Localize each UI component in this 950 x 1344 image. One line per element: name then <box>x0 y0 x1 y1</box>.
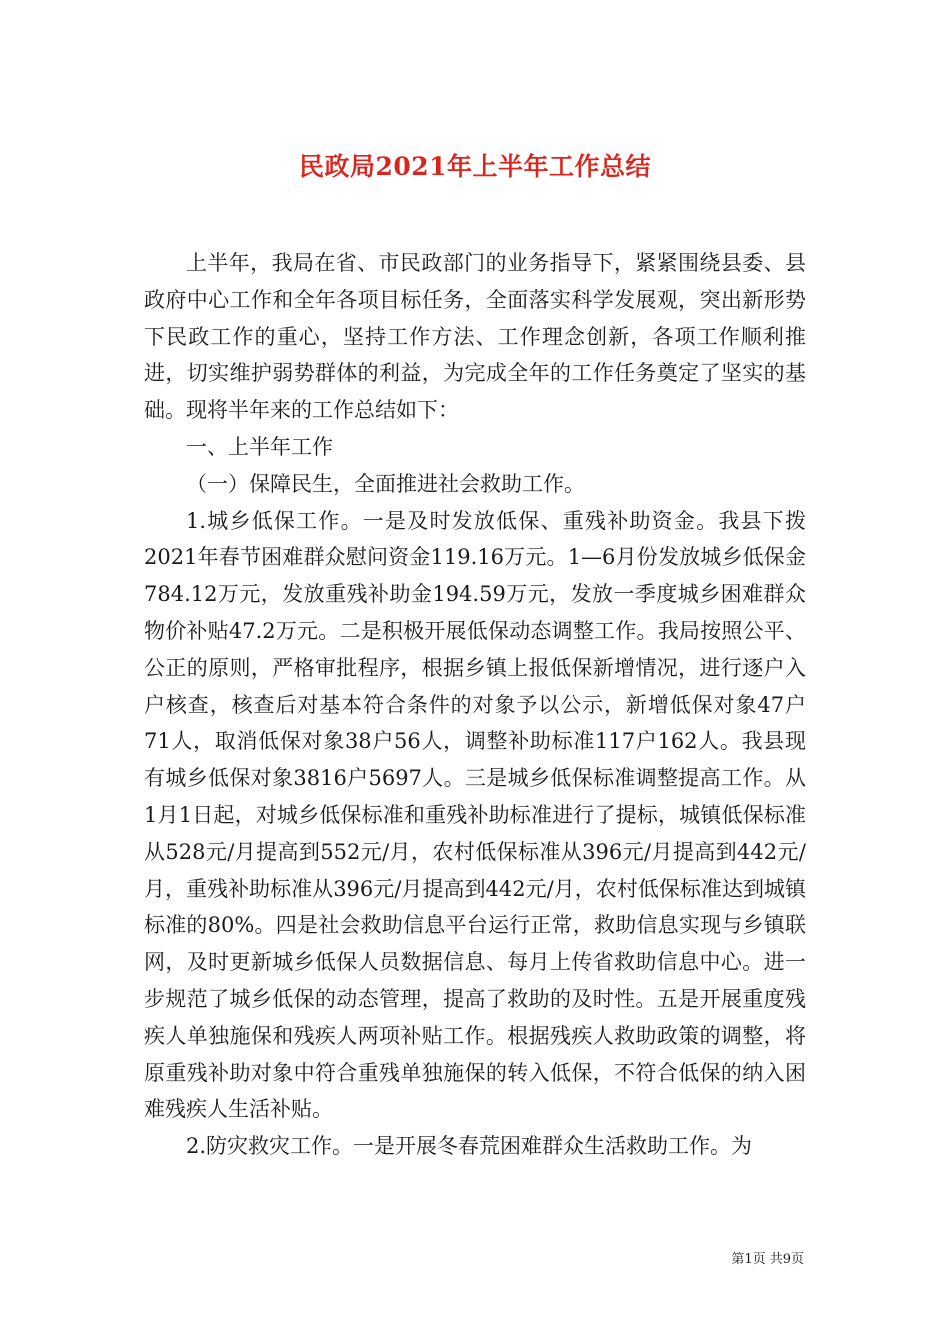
section-heading: 一、上半年工作 <box>186 434 333 459</box>
subsection-heading: （一）保障民生，全面推进社会救助工作。 <box>186 471 585 496</box>
document-body <box>144 245 806 1165</box>
body-paragraph: 1.城乡低保工作。一是及时发放低保、重残补助资金。我县下拨2021年春节困难群众慰问资金119.16万元。1—6月份发放城乡低保金784.12万元，发放重残补助金194.59万元，发放一季度城乡困难群众物价补贴47.2万元。二是积极开展低保动态调整工作。我局按照公平、公正的原则，严格审批程序，根据乡镇上报低保新增情况，进行逐户入户核查，核查后对基本符合条件的对象予以公示，新增低保对象47户71人，取消低保对象38户56人，调整补助标准117户162人。我县现有城乡低保对象3816户5697人。三是城乡低保标准调整提高工作。从1月1日起，对城乡低保标准和重残补助标准进行了提标，城镇低保标准从528元/月提高到552元/月，农村低保标准从396元/月提高到442元/月，重残补助标准从396元/月提高到442元/月，农村低保标准达到城镇标准的80%。四是社会救助信息平台运行正常，救助信息实现与乡镇联网，及时更新城乡低保人员数据信息、每月上传省救助信息中心。进一步规范了城乡低保的动态管理，提高了救助的及时性。五是开展重度残疾人单独施保和残疾人两项补贴工作。根据残疾人救助政策的调整，将原重残补助对象中符合重残单独施保的转入低保，不符合低保的纳入困难残疾人生活补贴。 <box>144 508 806 1122</box>
body-paragraph: 2.防灾救灾工作。一是开展冬春荒困难群众生活救助工作。为 <box>186 1134 753 1159</box>
intro-paragraph: 上半年，我局在省、市民政部门的业务指导下，紧紧围绕县委、县政府中心工作和全年各项目标任务，全面落实科学发展观，突出新形势下民政工作的重心，坚持工作方法、工作理念创新，各项工作顺利推进，切实维护弱势群体的利益，为完成全年的工作任务奠定了坚实的基础。现将半年来的工作总结如下： <box>144 251 806 423</box>
document-title: 民政局2021年上半年工作总结 <box>298 151 652 181</box>
page-number: 第1页 共9页 <box>731 1252 804 1267</box>
